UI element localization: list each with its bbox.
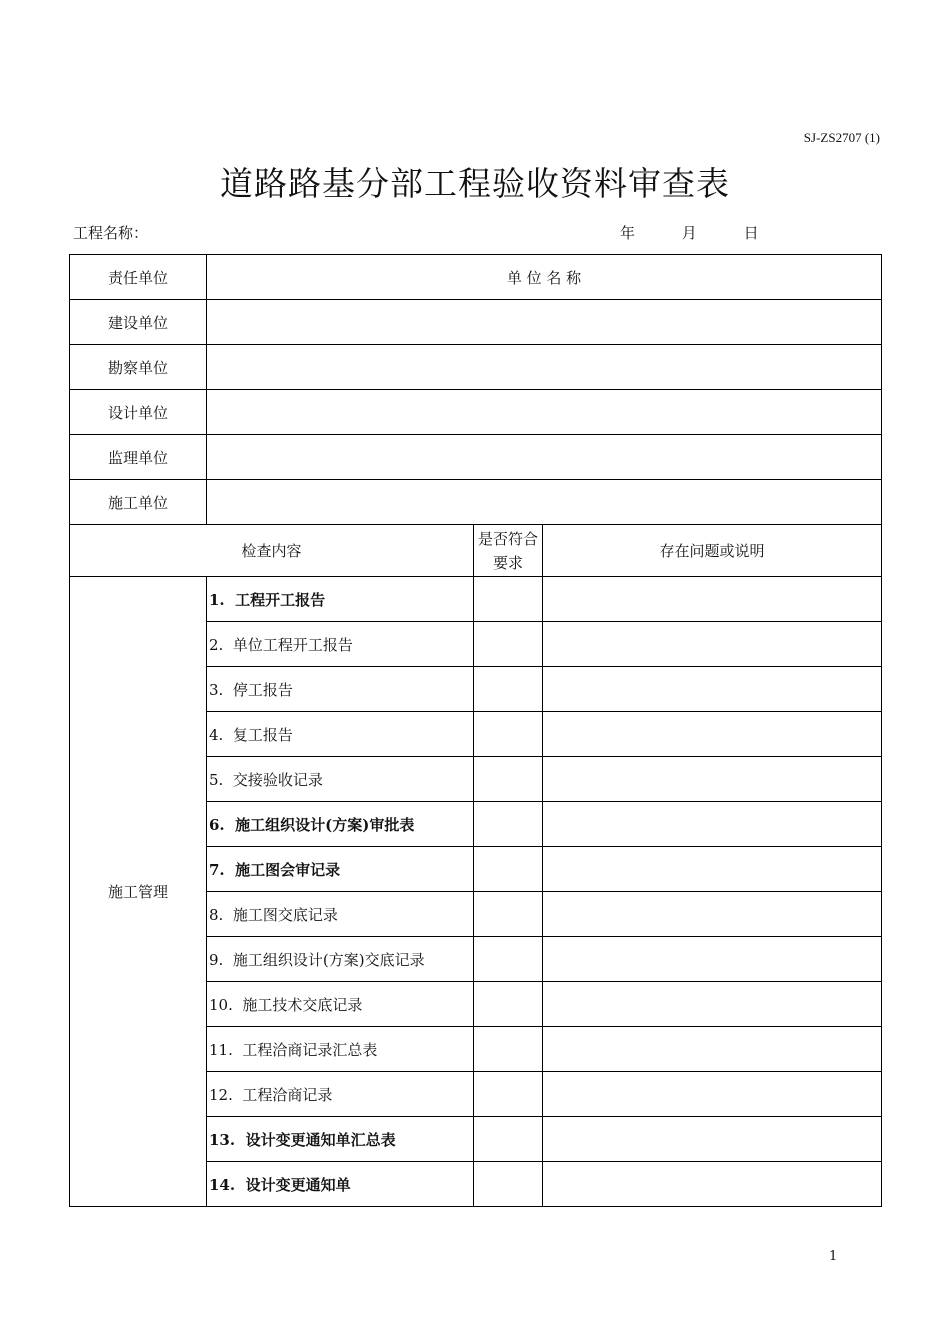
check-content-header: 检查内容 — [70, 525, 474, 577]
unit-name-field-design[interactable] — [207, 390, 882, 435]
check-item: 3. 停工报告 — [207, 667, 474, 712]
conform-cell[interactable] — [474, 1072, 543, 1117]
notes-cell[interactable] — [543, 667, 882, 712]
unit-name-header: 单 位 名 称 — [207, 255, 882, 300]
check-item: 12. 工程洽商记录 — [207, 1072, 474, 1117]
notes-cell[interactable] — [543, 847, 882, 892]
notes-cell[interactable] — [543, 1162, 882, 1207]
unit-label-survey: 勘察单位 — [70, 345, 207, 390]
check-item: 7. 施工图会审记录 — [207, 847, 474, 892]
year-label: 年 — [620, 224, 636, 242]
unit-label-design: 设计单位 — [70, 390, 207, 435]
conform-cell[interactable] — [474, 1027, 543, 1072]
notes-header: 存在问题或说明 — [543, 525, 882, 577]
notes-cell[interactable] — [543, 892, 882, 937]
conform-cell[interactable] — [474, 982, 543, 1027]
page-number: 1 — [829, 1249, 838, 1264]
notes-cell[interactable] — [543, 757, 882, 802]
responsible-unit-header: 责任单位 — [70, 255, 207, 300]
unit-label-construction-owner: 建设单位 — [70, 300, 207, 345]
conform-cell[interactable] — [474, 892, 543, 937]
unit-name-field-survey[interactable] — [207, 345, 882, 390]
form-code: SJ-ZS2707 (1) — [803, 130, 880, 145]
check-item: 5. 交接验收记录 — [207, 757, 474, 802]
notes-cell[interactable] — [543, 622, 882, 667]
day-label: 日 — [743, 224, 759, 242]
check-item: 1. 工程开工报告 — [207, 577, 474, 622]
conform-cell[interactable] — [474, 802, 543, 847]
conform-cell[interactable] — [474, 1117, 543, 1162]
notes-cell[interactable] — [543, 982, 882, 1027]
conform-cell[interactable] — [474, 622, 543, 667]
conform-cell[interactable] — [474, 1162, 543, 1207]
unit-name-field-owner[interactable] — [207, 300, 882, 345]
table-row — [70, 577, 882, 622]
check-item: 2. 单位工程开工报告 — [207, 622, 474, 667]
conform-cell[interactable] — [474, 757, 543, 802]
notes-cell[interactable] — [543, 1072, 882, 1117]
unit-name-field-supervision[interactable] — [207, 435, 882, 480]
notes-cell[interactable] — [543, 937, 882, 982]
month-label: 月 — [681, 224, 697, 242]
notes-cell[interactable] — [543, 802, 882, 847]
check-item: 10. 施工技术交底记录 — [207, 982, 474, 1027]
unit-label-construction: 施工单位 — [70, 480, 207, 525]
conform-cell[interactable] — [474, 937, 543, 982]
notes-cell[interactable] — [543, 712, 882, 757]
conform-header: 是否符合要求 — [474, 525, 543, 577]
date-line — [620, 222, 801, 243]
check-item: 14. 设计变更通知单 — [207, 1162, 474, 1207]
check-item: 4. 复工报告 — [207, 712, 474, 757]
check-item: 9. 施工组织设计(方案)交底记录 — [207, 937, 474, 982]
check-item: 8. 施工图交底记录 — [207, 892, 474, 937]
conform-cell[interactable] — [474, 847, 543, 892]
unit-name-field-construction[interactable] — [207, 480, 882, 525]
review-table — [69, 254, 882, 1207]
notes-cell[interactable] — [543, 577, 882, 622]
conform-cell[interactable] — [474, 577, 543, 622]
group-label: 施工管理 — [70, 577, 207, 1207]
check-item: 11. 工程洽商记录汇总表 — [207, 1027, 474, 1072]
conform-cell[interactable] — [474, 712, 543, 757]
check-items-body — [70, 577, 882, 1207]
unit-label-supervision: 监理单位 — [70, 435, 207, 480]
page-title: 道路路基分部工程验收资料审查表 — [220, 164, 730, 203]
notes-cell[interactable] — [543, 1117, 882, 1162]
check-item: 13. 设计变更通知单汇总表 — [207, 1117, 474, 1162]
check-item: 6. 施工组织设计(方案)审批表 — [207, 802, 474, 847]
conform-cell[interactable] — [474, 667, 543, 712]
project-name-label: 工程名称： — [73, 224, 149, 242]
notes-cell[interactable] — [543, 1027, 882, 1072]
